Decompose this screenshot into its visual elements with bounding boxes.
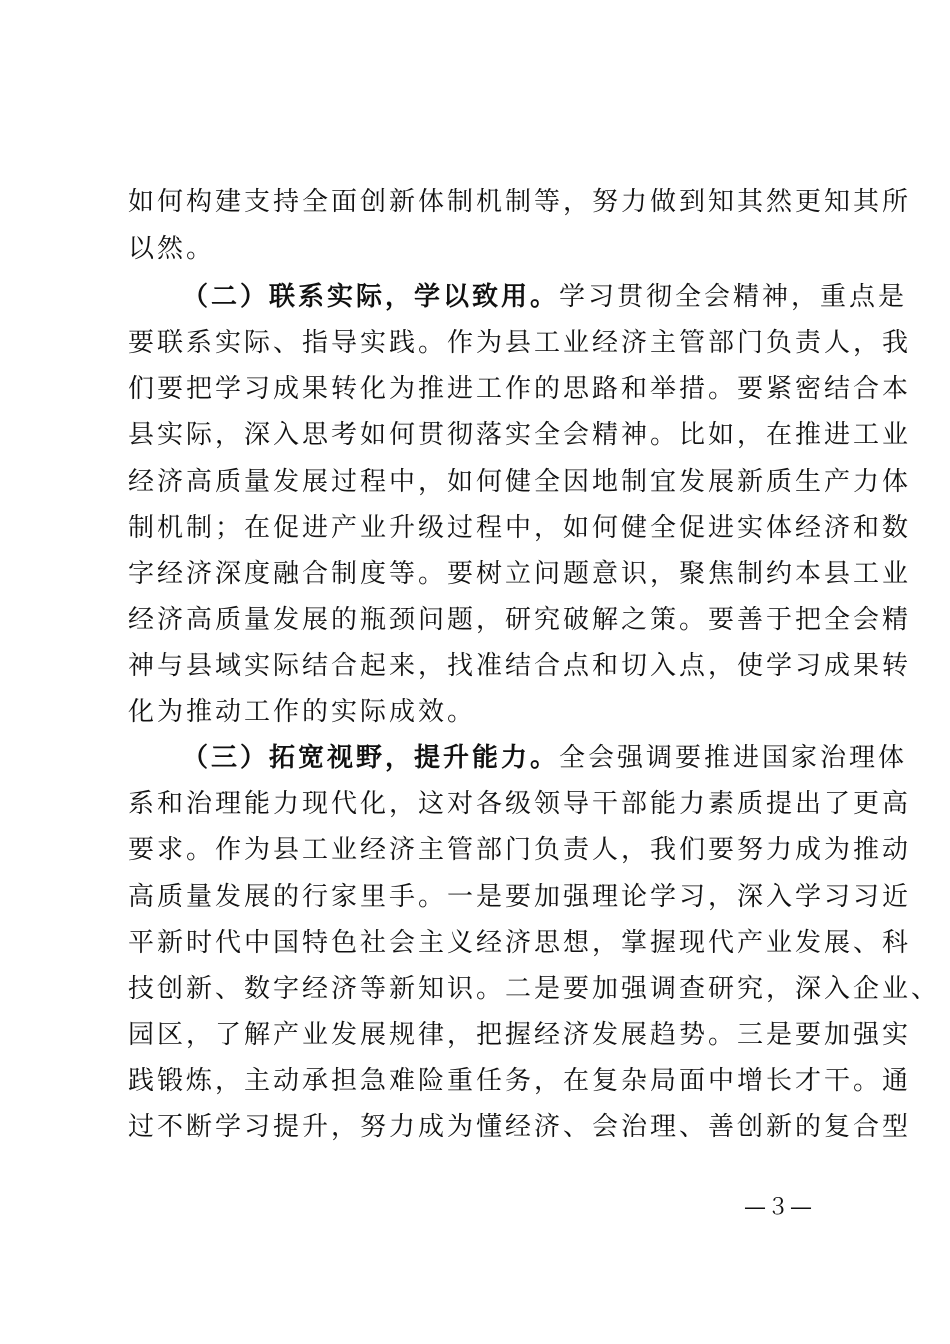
paragraph-2-line-8: 经济高质量发展的瓶颈问题，研究破解之策。要善于把全会精 (128, 605, 912, 635)
paragraph-3-line-9: 过不断学习提升，努力成为懂经济、会治理、善创新的复合型 (128, 1112, 912, 1142)
paragraph-1-line-1: 如何构建支持全面创新体制机制等，努力做到知其然更知其所 (128, 187, 912, 217)
paragraph-2-line-3: 们要把学习成果转化为推进工作的思路和举措。要紧密结合本 (128, 374, 912, 404)
paragraph-2-line-5: 经济高质量发展过程中，如何健全因地制宜发展新质生产力体 (128, 467, 912, 497)
paragraph-3-text-start: 全会强调要推进国家治理体 (559, 743, 908, 773)
section-heading-2: （二）联系实际，学以致用。 (182, 282, 560, 312)
paragraph-2-line-7: 字经济深度融合制度等。要树立问题意识，聚焦制约本县工业 (128, 559, 912, 589)
paragraph-2-line-2: 要联系实际、指导实践。作为县工业经济主管部门负责人，我 (128, 328, 912, 358)
section-heading-3: （三）拓宽视野，提升能力。 (182, 743, 560, 773)
paragraph-1-line-2: 以然。 (128, 234, 216, 264)
paragraph-2-text-start: 学习贯彻全会精神，重点是 (559, 282, 908, 312)
paragraph-3-line-6: 技创新、数字经济等新知识。二是要加强调查研究，深入企业、 (128, 974, 941, 1004)
paragraph-2-line-1 (182, 281, 907, 313)
paragraph-3-line-1 (182, 742, 907, 774)
paragraph-3-line-7: 园区，了解产业发展规律，把握经济发展趋势。三是要加强实 (128, 1020, 912, 1050)
page-number: —３— (744, 1195, 814, 1220)
paragraph-2-line-6: 制机制；在促进产业升级过程中，如何健全促进实体经济和数 (128, 513, 912, 543)
paragraph-3-line-3: 要求。作为县工业经济主管部门负责人，我们要努力成为推动 (128, 835, 912, 865)
paragraph-3-line-4: 高质量发展的行家里手。一是要加强理论学习，深入学习习近 (128, 882, 912, 912)
paragraph-2-line-10: 化为推动工作的实际成效。 (128, 697, 477, 727)
paragraph-2-line-9: 神与县域实际结合起来，找准结合点和切入点，使学习成果转 (128, 651, 912, 681)
paragraph-3-line-5: 平新时代中国特色社会主义经济思想，掌握现代产业发展、科 (128, 928, 912, 958)
paragraph-3-line-2: 系和治理能力现代化，这对各级领导干部能力素质提出了更高 (128, 789, 912, 819)
paragraph-2-line-4: 县实际，深入思考如何贯彻落实全会精神。比如，在推进工业 (128, 420, 912, 450)
paragraph-3-line-8: 践锻炼，主动承担急难险重任务，在复杂局面中增长才干。通 (128, 1066, 912, 1096)
